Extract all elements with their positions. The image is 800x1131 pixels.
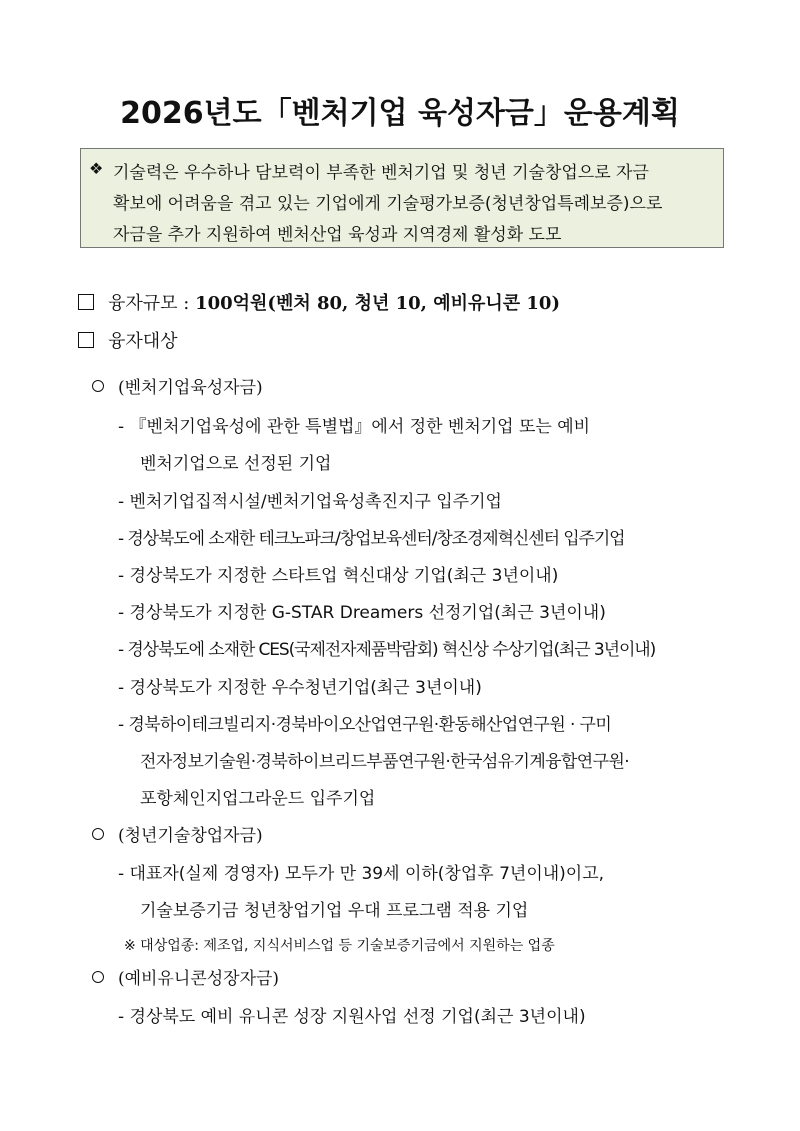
list-item: 전자정보기술원·경북하이브리드부품연구원·한국섬유기계융합연구원· <box>140 752 630 772</box>
circle-bullet-icon <box>92 380 104 392</box>
list-item: - 대표자(실제 경영자) 모두가 만 39세 이하(창업후 7년이내)이고, <box>118 864 605 884</box>
note-text: ※ 대상업종: 제조업, 지식서비스업 등 기술보증기금에서 지원하는 업종 <box>124 938 555 954</box>
list-item: - 벤처기업집적시설/벤처기업육성촉진지구 입주기업 <box>118 492 502 512</box>
section-target <box>78 327 178 353</box>
page-title: 2026년도「벤처기업 육성자금」운용계획 <box>120 96 680 131</box>
checkbox-square-icon <box>78 332 94 348</box>
list-item: - 경상북도가 지정한 우수청년기업(최근 3년이내) <box>118 678 482 698</box>
unicorn-heading: (예비유니콘성장자금) <box>92 964 279 989</box>
youth-heading: (청년기술창업자금) <box>92 821 263 846</box>
list-item: 벤처기업으로 선정된 기업 <box>140 454 332 474</box>
checkbox-square-icon <box>78 294 94 310</box>
summary-line: 확보에 어려움을 겪고 있는 기업에게 기술평가보증(청년창업특례보증)으로 <box>113 194 663 214</box>
list-item: - 경상북도에 소재한 테크노파크/창업보육센터/창조경제혁신센터 입주기업 <box>118 529 625 549</box>
venture-heading: (벤처기업육성자금) <box>92 373 263 398</box>
summary-box <box>80 148 724 248</box>
circle-bullet-icon <box>92 828 104 840</box>
scale-label: 융자규모 : <box>108 293 190 314</box>
list-item: - 경상북도에 소재한 CES(국제전자제품박람회) 혁신상 수상기업(최근 3년이내) <box>118 640 656 660</box>
summary-line: 기술력은 우수하나 담보력이 부족한 벤처기업 및 청년 기술창업으로 자금 <box>113 163 649 183</box>
diamond-bullet-icon: ❖ <box>89 159 104 178</box>
list-item: - 경상북도가 지정한 스타트업 혁신대상 기업(최근 3년이내) <box>118 566 559 586</box>
section-scale <box>78 289 560 315</box>
list-item: 포항체인지업그라운드 입주기업 <box>140 789 376 809</box>
summary-line: 자금을 추가 지원하여 벤처산업 육성과 지역경제 활성화 도모 <box>113 225 562 245</box>
list-item: - 경상북도 예비 유니콘 성장 지원사업 선정 기업(최근 3년이내) <box>118 1007 586 1027</box>
list-item: - 『벤처기업육성에 관한 특별법』에서 정한 벤처기업 또는 예비 <box>118 417 591 437</box>
list-item: - 경북하이테크빌리지·경북바이오산업연구원·환동해산업연구원 · 구미 <box>118 715 612 735</box>
list-item: 기술보증기금 청년창업기업 우대 프로그램 적용 기업 <box>140 901 529 921</box>
circle-bullet-icon <box>92 971 104 983</box>
list-item: - 경상북도가 지정한 G-STAR Dreamers 선정기업(최근 3년이내) <box>118 603 606 623</box>
scale-value: 100억원(벤처 80, 청년 10, 예비유니콘 10) <box>195 293 560 314</box>
target-label: 융자대상 <box>108 331 178 352</box>
